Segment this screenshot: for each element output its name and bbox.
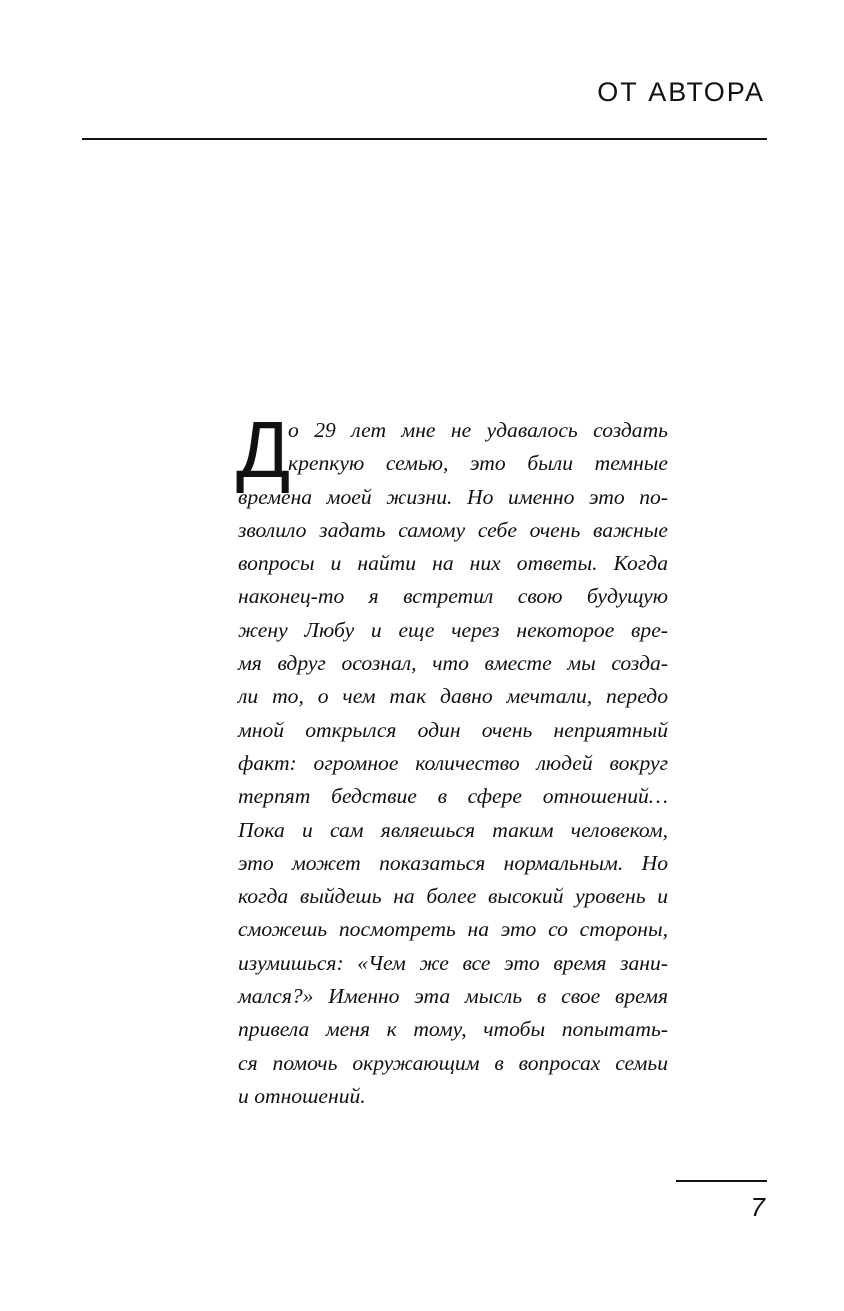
page-number: 7 (750, 1192, 765, 1222)
text-line: мя вдруг осознал, что вместе мы созда- (238, 651, 668, 676)
drop-cap: Д (236, 405, 291, 494)
body-paragraph (236, 405, 668, 1113)
text-line: привела меня к тому, чтобы попытать- (238, 1017, 668, 1042)
text-line: и отношений. (238, 1083, 366, 1108)
text-line: Пока и сам являешься таким человеком, (238, 817, 668, 842)
text-line: когда выйдешь на более высокий уровень и (238, 884, 668, 909)
text-line: крепкую семью, это были темные (288, 451, 668, 476)
header-divider (82, 138, 767, 140)
text-line: мался?» Именно эта мысль в свое время (238, 984, 668, 1009)
text-line: терпят бедствие в сфере отношений… (238, 784, 668, 809)
text-line: зволило задать самому себе очень важные (238, 517, 668, 542)
text-line: факт: огромное количество людей вокруг (238, 750, 668, 775)
text-line: сможешь посмотреть на это со стороны, (238, 917, 668, 942)
text-line: ся помочь окружающим в вопросах семьи (238, 1050, 668, 1075)
footer-divider (676, 1180, 767, 1182)
text-line: вопросы и найти на них ответы. Когда (238, 551, 668, 576)
text-line: это может показаться нормальным. Но (238, 850, 668, 875)
chapter-title: ОТ АВТОРА (597, 77, 765, 107)
text-line: времена моей жизни. Но именно это по- (238, 484, 668, 509)
text-line: ли то, о чем так давно мечтали, передо (238, 684, 668, 709)
text-line: наконец-то я встретил свою будущую (238, 584, 668, 609)
text-line: о 29 лет мне не удавалось создать (288, 418, 668, 442)
text-line: изумишься: «Чем же все это время зани- (238, 950, 668, 975)
text-line: жену Любу и еще через некоторое вре- (238, 617, 668, 642)
text-line: мной открылся один очень неприятный (238, 717, 668, 742)
